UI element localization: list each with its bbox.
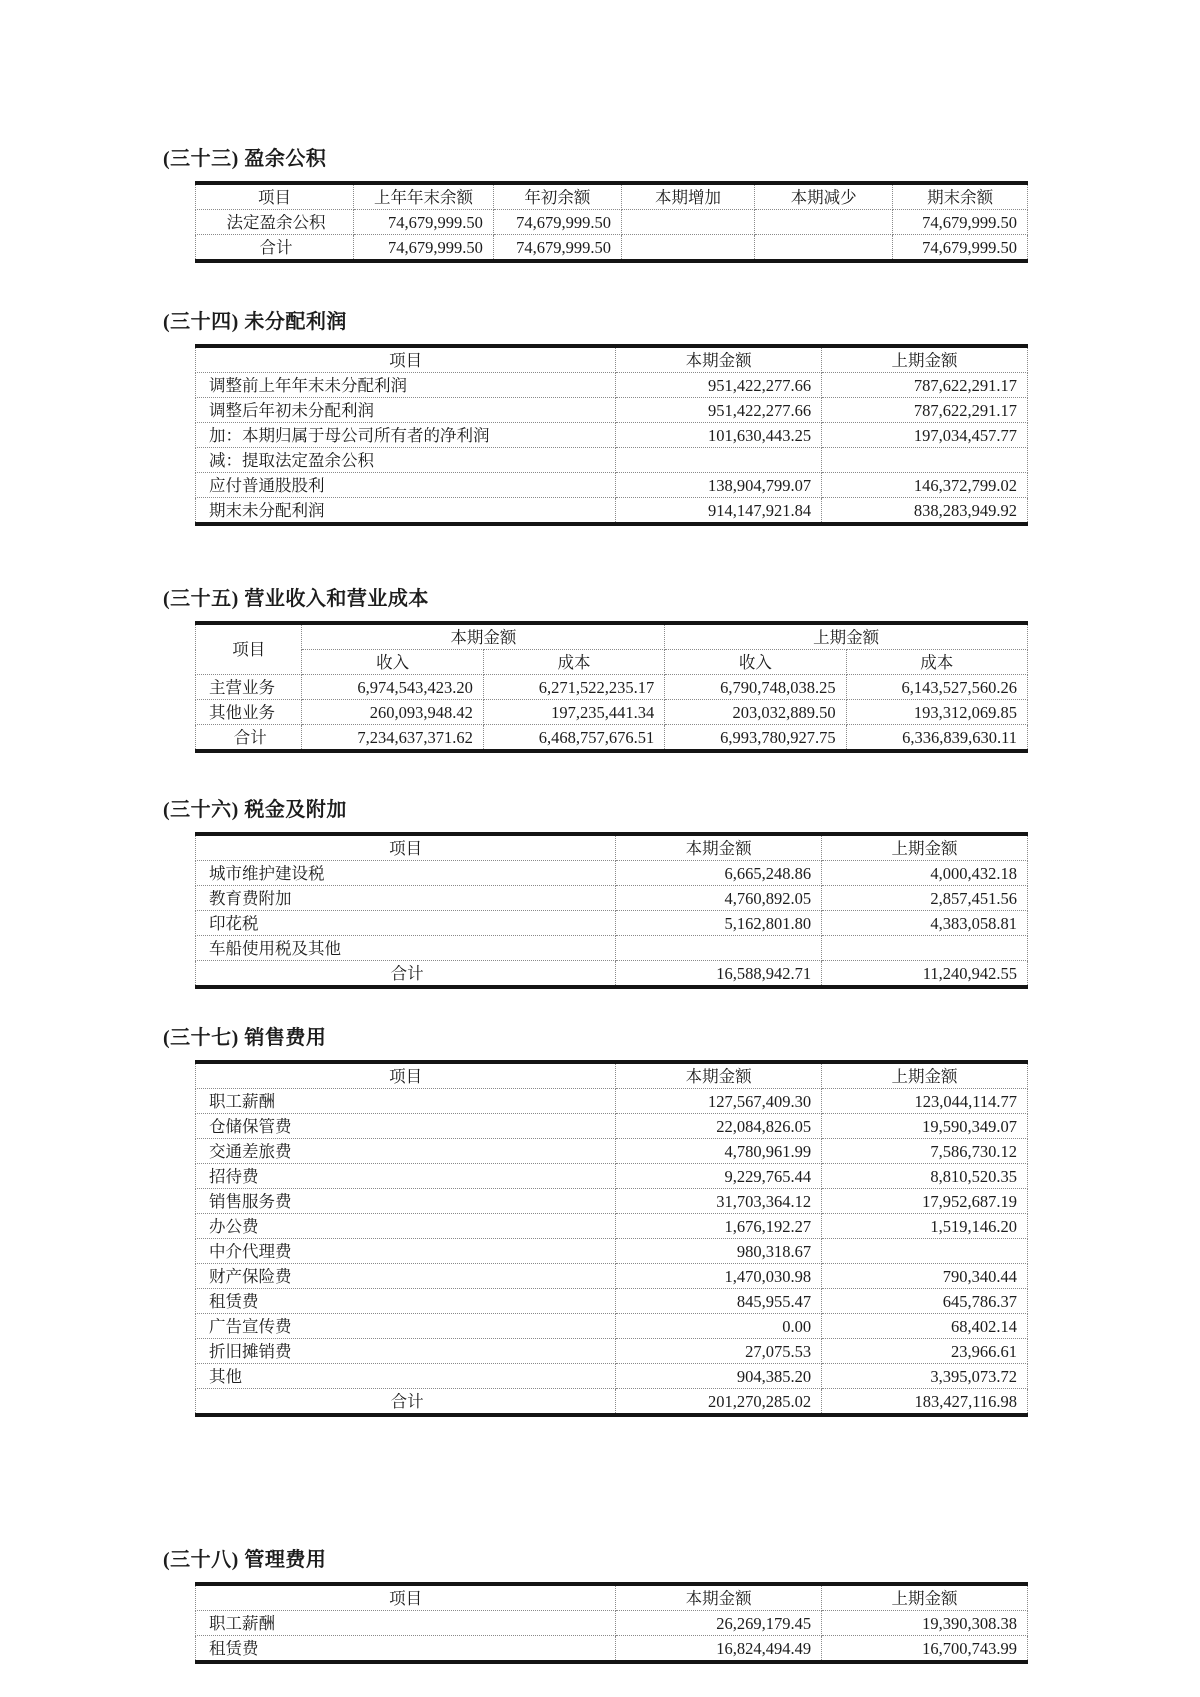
cell-value: 3,395,073.72: [822, 1364, 1028, 1389]
table-row: [196, 700, 1028, 725]
row-label: 其他业务: [196, 700, 302, 725]
cell-value: 7,234,637,371.62: [302, 725, 483, 752]
row-label: 城市维护建设税: [196, 861, 616, 886]
row-label: 法定盈余公积: [196, 210, 354, 235]
table-row: [196, 886, 1028, 911]
table-row: [196, 473, 1028, 498]
cell-value: 31,703,364.12: [616, 1189, 822, 1214]
table-row: [196, 1314, 1028, 1339]
cell-value: 74,679,999.50: [493, 235, 621, 262]
cell-value: 16,824,494.49: [616, 1636, 822, 1663]
taxes-and-surcharges-table: [195, 832, 1200, 989]
subheader-row: [196, 650, 1028, 675]
cell-value: [621, 210, 754, 235]
row-label: 其他: [196, 1364, 616, 1389]
row-label: 销售服务费: [196, 1189, 616, 1214]
section-title: (三十六) 税金及附加: [163, 799, 347, 821]
cell-value: 6,974,543,423.20: [302, 675, 483, 700]
row-label: 印花税: [196, 911, 616, 936]
cell-value: 74,679,999.50: [893, 235, 1028, 262]
column-header: 项目: [196, 834, 616, 861]
row-label: 车船使用税及其他: [196, 936, 616, 961]
section-taxes-and-surcharges: [163, 797, 1200, 989]
table-row: [196, 1339, 1028, 1364]
table-row: [196, 210, 1028, 235]
column-header: 上期金额: [822, 1062, 1028, 1089]
column-header: 本期金额: [616, 1062, 822, 1089]
cell-value: 22,084,826.05: [616, 1114, 822, 1139]
header-row: [196, 834, 1028, 861]
row-label: 折旧摊销费: [196, 1339, 616, 1364]
row-label: 减：提取法定盈余公积: [196, 448, 616, 473]
cell-value: 8,810,520.35: [822, 1164, 1028, 1189]
cell-value: 2,857,451.56: [822, 886, 1028, 911]
table-row: [196, 1289, 1028, 1314]
cell-value: 16,700,743.99: [822, 1636, 1028, 1663]
row-label: 职工薪酬: [196, 1611, 616, 1636]
section-undistributed-profit: [163, 309, 1200, 526]
cell-value: 951,422,277.66: [616, 398, 822, 423]
column-header: 上期金额: [822, 834, 1028, 861]
cell-value: 1,470,030.98: [616, 1264, 822, 1289]
cell-value: 11,240,942.55: [822, 961, 1028, 988]
cell-value: 6,336,839,630.11: [846, 725, 1027, 752]
row-label: 财产保险费: [196, 1264, 616, 1289]
cell-value: 101,630,443.25: [616, 423, 822, 448]
section-title: (三十七) 销售费用: [163, 1027, 327, 1049]
table-row: [196, 1164, 1028, 1189]
header-row: [196, 346, 1028, 373]
cell-value: 6,790,748,038.25: [665, 675, 846, 700]
table-row: [196, 1114, 1028, 1139]
cell-value: 16,588,942.71: [616, 961, 822, 988]
row-label: 合计: [196, 725, 302, 752]
row-label: 合计: [196, 1389, 616, 1416]
cell-value: 4,000,432.18: [822, 861, 1028, 886]
cell-value: 6,993,780,927.75: [665, 725, 846, 752]
row-label: 中介代理费: [196, 1239, 616, 1264]
cell-value: 790,340.44: [822, 1264, 1028, 1289]
table-row: [196, 1214, 1028, 1239]
column-group-header: 上期金额: [665, 623, 1028, 650]
cell-value: [822, 936, 1028, 961]
cell-value: 6,665,248.86: [616, 861, 822, 886]
table-row: [196, 1389, 1028, 1416]
column-header: 年初余额: [493, 183, 621, 210]
column-header: 项目: [196, 1584, 616, 1611]
cell-value: 146,372,799.02: [822, 473, 1028, 498]
cell-value: 9,229,765.44: [616, 1164, 822, 1189]
table-row: [196, 373, 1028, 398]
cell-value: 4,760,892.05: [616, 886, 822, 911]
cell-value: 6,271,522,235.17: [483, 675, 664, 700]
column-header: 成本: [483, 650, 664, 675]
undistributed-profit-table: [195, 344, 1200, 526]
column-header: 本期金额: [616, 834, 822, 861]
column-header: 期末余额: [893, 183, 1028, 210]
cell-value: 68,402.14: [822, 1314, 1028, 1339]
table-row: [196, 861, 1028, 886]
cell-value: 27,075.53: [616, 1339, 822, 1364]
cell-value: [822, 448, 1028, 473]
table-row: [196, 1636, 1028, 1663]
table-row: [196, 1611, 1028, 1636]
cell-value: 6,468,757,676.51: [483, 725, 664, 752]
section-title: (三十五) 营业收入和营业成本: [163, 588, 429, 610]
cell-value: 203,032,889.50: [665, 700, 846, 725]
row-label: 租赁费: [196, 1636, 616, 1663]
section-revenue-and-cost: [163, 586, 1200, 753]
table-row: [196, 1089, 1028, 1114]
revenue-and-cost-table: [195, 621, 1200, 753]
cell-value: 904,385.20: [616, 1364, 822, 1389]
table-row: [196, 1264, 1028, 1289]
column-header: 上年年末余额: [354, 183, 494, 210]
cell-value: 74,679,999.50: [354, 210, 494, 235]
cell-value: 26,269,179.45: [616, 1611, 822, 1636]
column-header: 收入: [302, 650, 483, 675]
cell-value: 4,383,058.81: [822, 911, 1028, 936]
cell-value: 193,312,069.85: [846, 700, 1027, 725]
row-label: 仓储保管费: [196, 1114, 616, 1139]
column-header: 本期金额: [616, 346, 822, 373]
row-label: 合计: [196, 235, 354, 262]
section-title: (三十八) 管理费用: [163, 1549, 327, 1571]
cell-value: 197,235,441.34: [483, 700, 664, 725]
header-row: [196, 1584, 1028, 1611]
selling-expenses-table: [195, 1060, 1200, 1417]
row-label: 应付普通股股利: [196, 473, 616, 498]
column-header: 成本: [846, 650, 1027, 675]
table-row: [196, 961, 1028, 988]
cell-value: 4,780,961.99: [616, 1139, 822, 1164]
cell-value: 845,955.47: [616, 1289, 822, 1314]
data-table: [195, 181, 1028, 263]
cell-value: 260,093,948.42: [302, 700, 483, 725]
cell-value: 914,147,921.84: [616, 498, 822, 525]
column-header: 收入: [665, 650, 846, 675]
row-label: 交通差旅费: [196, 1139, 616, 1164]
surplus-reserves-table: [195, 181, 1200, 263]
section-title: (三十四) 未分配利润: [163, 311, 347, 333]
row-label: 主营业务: [196, 675, 302, 700]
cell-value: 5,162,801.80: [616, 911, 822, 936]
table-row: [196, 498, 1028, 525]
header-row: [196, 623, 1028, 650]
cell-value: 787,622,291.17: [822, 373, 1028, 398]
data-table: [195, 1060, 1028, 1417]
table-row: [196, 1364, 1028, 1389]
cell-value: 201,270,285.02: [616, 1389, 822, 1416]
cell-value: 17,952,687.19: [822, 1189, 1028, 1214]
row-label: 调整前上年年末未分配利润: [196, 373, 616, 398]
column-header: 项目: [196, 623, 302, 675]
cell-value: 74,679,999.50: [493, 210, 621, 235]
table-row: [196, 1189, 1028, 1214]
row-label: 合计: [196, 961, 616, 988]
cell-value: 74,679,999.50: [354, 235, 494, 262]
cell-value: 19,590,349.07: [822, 1114, 1028, 1139]
cell-value: 787,622,291.17: [822, 398, 1028, 423]
cell-value: 23,966.61: [822, 1339, 1028, 1364]
table-row: [196, 936, 1028, 961]
cell-value: [755, 210, 893, 235]
cell-value: 197,034,457.77: [822, 423, 1028, 448]
row-label: 加：本期归属于母公司所有者的净利润: [196, 423, 616, 448]
cell-value: 838,283,949.92: [822, 498, 1028, 525]
financial-notes-page: [163, 146, 1200, 1664]
cell-value: 645,786.37: [822, 1289, 1028, 1314]
section-admin-expenses: [163, 1547, 1200, 1664]
row-label: 办公费: [196, 1214, 616, 1239]
section-title: (三十三) 盈余公积: [163, 148, 327, 170]
table-row: [196, 725, 1028, 752]
table-row: [196, 423, 1028, 448]
cell-value: 980,318.67: [616, 1239, 822, 1264]
cell-value: 1,676,192.27: [616, 1214, 822, 1239]
data-table: [195, 344, 1028, 526]
table-row: [196, 235, 1028, 262]
column-header: 本期金额: [616, 1584, 822, 1611]
cell-value: 19,390,308.38: [822, 1611, 1028, 1636]
data-table: [195, 621, 1028, 753]
column-header: 项目: [196, 183, 354, 210]
column-header: 项目: [196, 346, 616, 373]
cell-value: 1,519,146.20: [822, 1214, 1028, 1239]
cell-value: [616, 936, 822, 961]
table-row: [196, 448, 1028, 473]
table-row: [196, 398, 1028, 423]
column-group-header: 本期金额: [302, 623, 665, 650]
header-row: [196, 1062, 1028, 1089]
table-row: [196, 675, 1028, 700]
column-header: 上期金额: [822, 346, 1028, 373]
row-label: 招待费: [196, 1164, 616, 1189]
cell-value: 0.00: [616, 1314, 822, 1339]
row-label: 职工薪酬: [196, 1089, 616, 1114]
table-row: [196, 1139, 1028, 1164]
cell-value: [616, 448, 822, 473]
cell-value: 138,904,799.07: [616, 473, 822, 498]
row-label: 期末未分配利润: [196, 498, 616, 525]
data-table: [195, 1582, 1028, 1664]
row-label: 教育费附加: [196, 886, 616, 911]
cell-value: 6,143,527,560.26: [846, 675, 1027, 700]
admin-expenses-table: [195, 1582, 1200, 1664]
cell-value: 7,586,730.12: [822, 1139, 1028, 1164]
row-label: 调整后年初未分配利润: [196, 398, 616, 423]
cell-value: 951,422,277.66: [616, 373, 822, 398]
cell-value: 123,044,114.77: [822, 1089, 1028, 1114]
header-row: [196, 183, 1028, 210]
cell-value: 74,679,999.50: [893, 210, 1028, 235]
column-header: 项目: [196, 1062, 616, 1089]
section-selling-expenses: [163, 1025, 1200, 1417]
column-header: 上期金额: [822, 1584, 1028, 1611]
table-row: [196, 911, 1028, 936]
cell-value: [822, 1239, 1028, 1264]
section-surplus-reserves: [163, 146, 1200, 263]
data-table: [195, 832, 1028, 989]
row-label: 广告宣传费: [196, 1314, 616, 1339]
cell-value: [755, 235, 893, 262]
column-header: 本期增加: [621, 183, 754, 210]
cell-value: 183,427,116.98: [822, 1389, 1028, 1416]
row-label: 租赁费: [196, 1289, 616, 1314]
table-row: [196, 1239, 1028, 1264]
cell-value: 127,567,409.30: [616, 1089, 822, 1114]
column-header: 本期减少: [755, 183, 893, 210]
cell-value: [621, 235, 754, 262]
